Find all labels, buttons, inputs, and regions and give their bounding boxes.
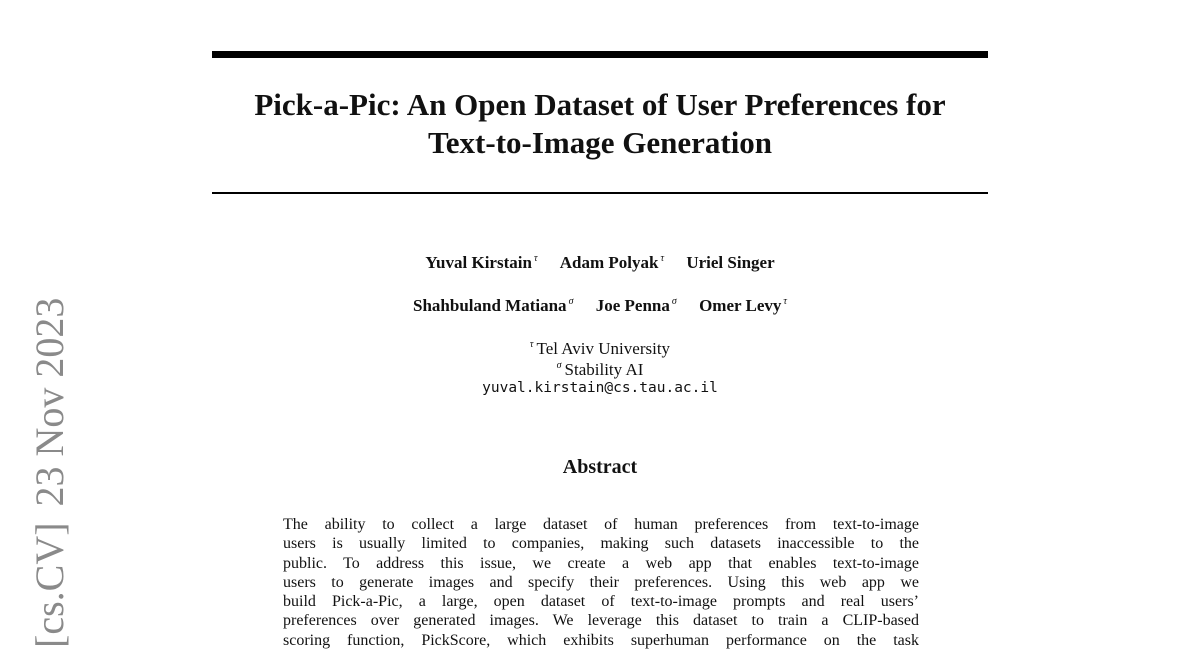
abstract-body — [283, 515, 919, 650]
contact-email[interactable]: yuval.kirstain@cs.tau.ac.il — [482, 380, 718, 396]
affiliation-name: Stability AI — [564, 360, 644, 379]
abstract-line: build Pick-a-Pic, a large, open dataset of text-to-image prompts and real users’ — [283, 593, 919, 611]
paper-title — [212, 86, 988, 162]
abstract-line: scoring function, PickScore, which exhibits superhuman performance on the task — [283, 631, 919, 649]
author — [596, 292, 677, 316]
author — [560, 249, 664, 273]
abstract-heading: Abstract — [562, 456, 638, 478]
abstract-line: public. To address this issue, we create a web app that enables text-to-image — [283, 554, 919, 572]
affiliation-stability — [212, 356, 988, 380]
author — [413, 292, 573, 316]
author-name: Uriel Singer — [686, 253, 775, 272]
affiliation-mark: τ — [529, 339, 534, 350]
author — [686, 253, 774, 273]
author-name: Joe Penna — [595, 296, 670, 315]
title-top-rule — [212, 51, 988, 58]
author-name: Omer Levy — [699, 296, 782, 315]
arxiv-date: 23 Nov 2023 — [27, 297, 72, 507]
author-name: Shahbuland Matiana — [413, 296, 567, 315]
author-name: Yuval Kirstain — [425, 253, 532, 272]
authors-row-1 — [212, 249, 988, 273]
authors-row-2 — [212, 292, 988, 316]
title-bottom-rule — [212, 192, 988, 194]
arxiv-side-stamp — [28, 298, 72, 648]
title-line-2: Text-to-Image Generation — [427, 125, 773, 160]
affiliation-mark: σ — [671, 296, 677, 307]
affiliation-mark: τ — [533, 253, 538, 264]
affiliation-mark: σ — [556, 360, 562, 371]
affiliation-mark: τ — [660, 253, 665, 264]
abstract-line: users to generate images and specify their preferences. Using this web app we — [283, 573, 919, 591]
author — [699, 292, 787, 316]
affiliation-mark: τ — [783, 296, 787, 307]
title-line-1: Pick-a-Pic: An Open Dataset of User Preferences for — [254, 87, 946, 122]
abstract-line: The ability to collect a large dataset of human preferences from text-to-image — [283, 516, 919, 533]
abstract-line: preferences over generated images. We leverage this dataset to train a CLIP-based — [283, 612, 919, 630]
arxiv-category: [cs.CV] — [27, 522, 72, 648]
affiliation-mark: σ — [568, 296, 574, 307]
author-name: Adam Polyak — [559, 253, 659, 272]
abstract-line: users is usually limited to companies, making such datasets inaccessible to the — [283, 535, 919, 553]
affiliation-name: Tel Aviv University — [536, 339, 671, 358]
author — [425, 249, 537, 273]
